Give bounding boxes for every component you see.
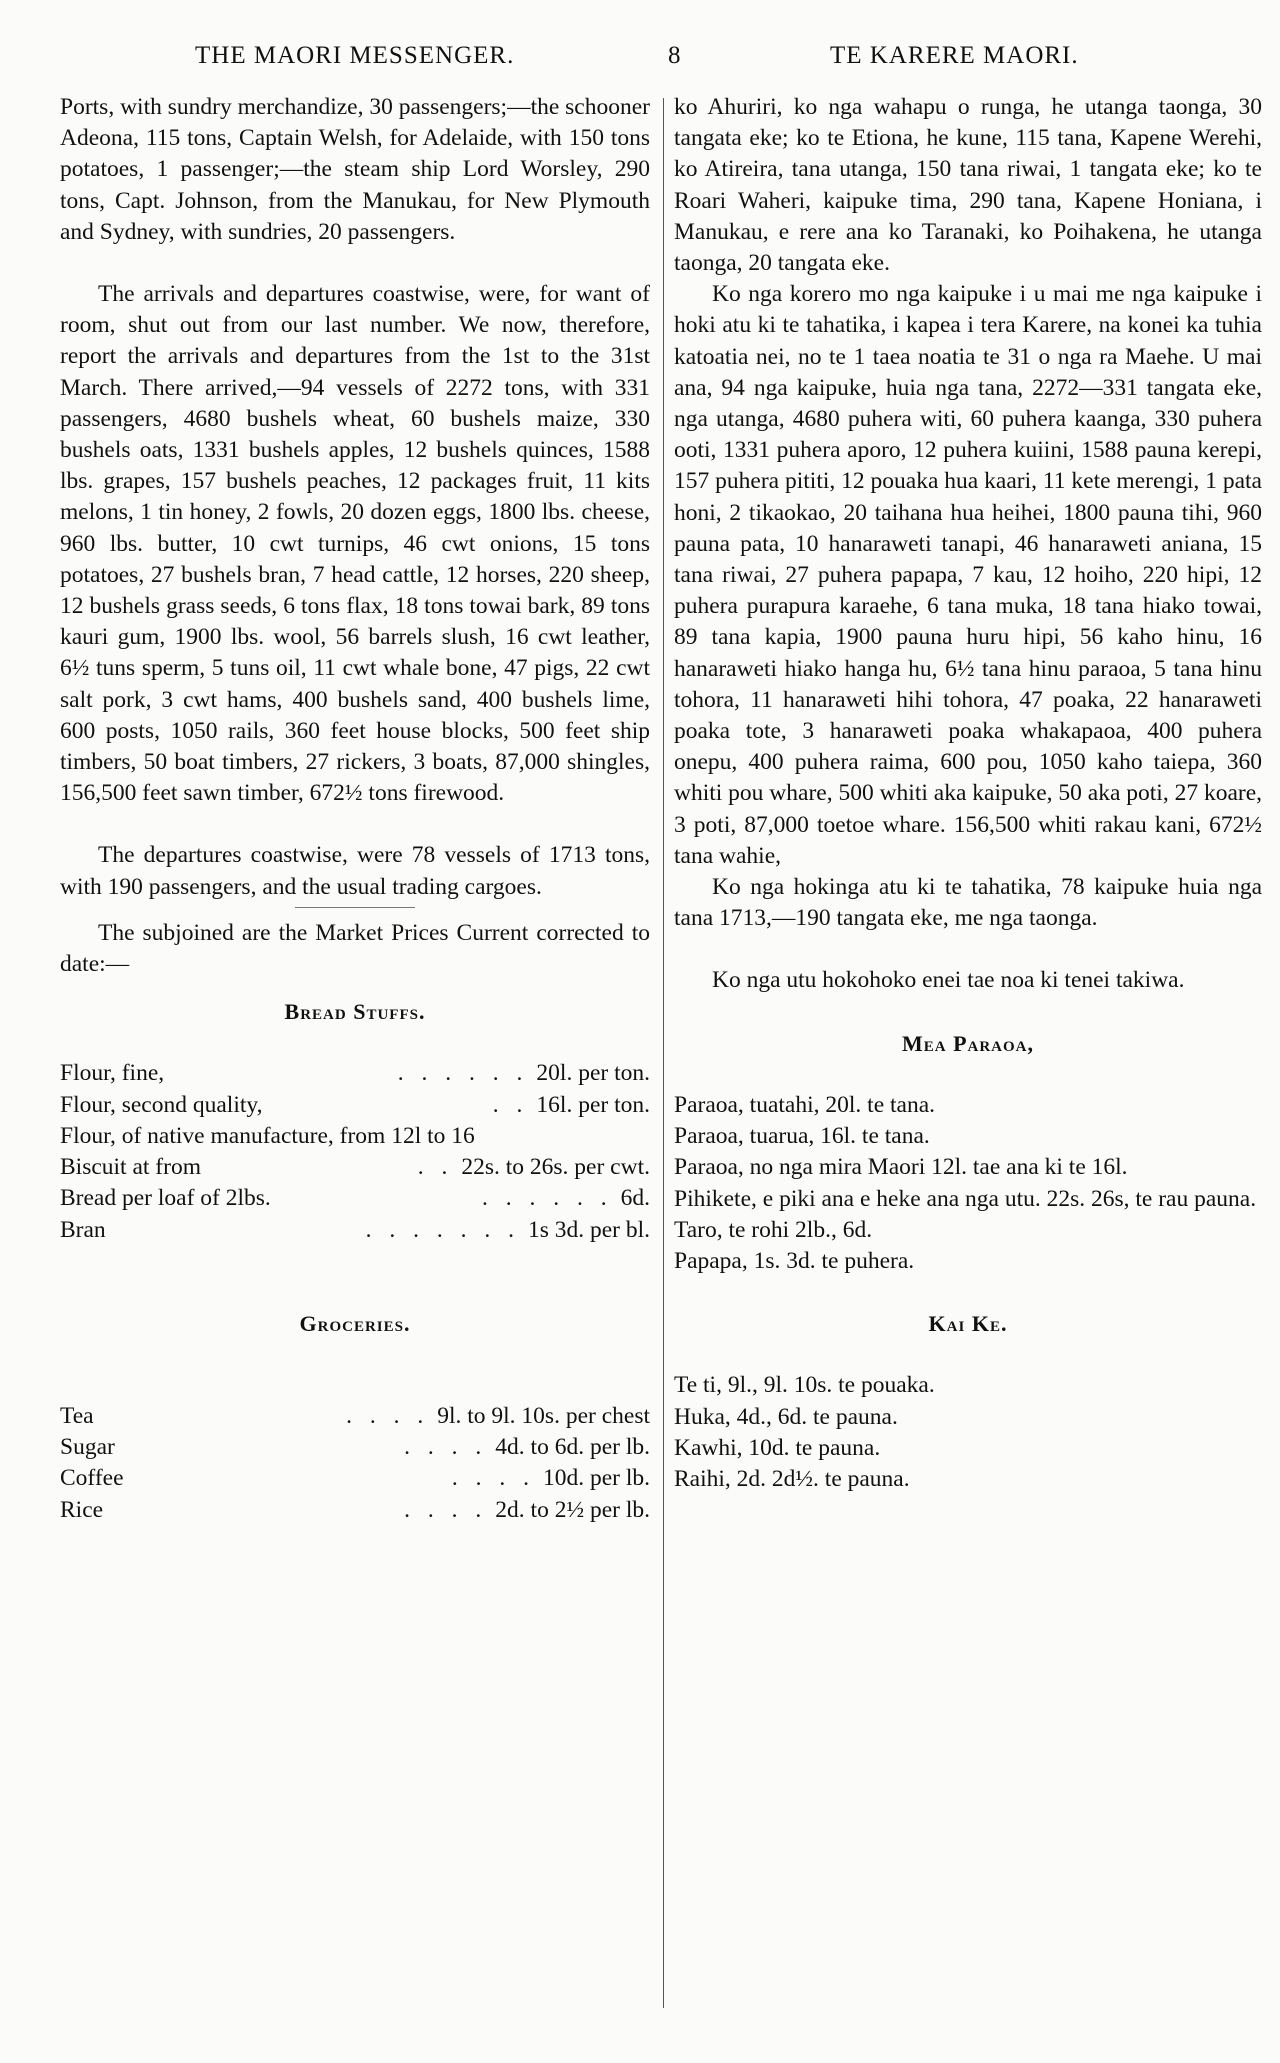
price-row: Tea . . . . 9l. to 9l. 10s. per chest — [60, 1402, 650, 1429]
price-line: Huka, 4d., 6d. te pauna. — [674, 1403, 898, 1430]
price-line: Paraoa, tuatahi, 20l. te tana. — [674, 1091, 936, 1118]
price-line: Kawhi, 10d. te pauna. — [674, 1434, 881, 1461]
english-column — [60, 92, 650, 1526]
price-line: Taro, te rohi 2lb., 6d. — [674, 1216, 873, 1243]
price-line: Paraoa, tuarua, 16l. te tana. — [674, 1123, 930, 1150]
maori-column — [674, 92, 1262, 1495]
price-row: Bread per loaf of 2lbs. . . . . . . 6d. — [60, 1185, 650, 1212]
shipping-paragraph-maori: ko Ahuriri, ko nga wahapu o runga, he utanga taonga, 30 tangata eke; ko te Etiona, he kune, 115 tana, Kapene Werehi, ko Atireira, tana utanga, 150 tana riwai, 1 tangata eke; ko te Roari Waheri, kaipuke tima, 290 tana, Kapene Honiana, i Manukau, e rere ana ko Taranaki, ko Poihakena, he utanga taonga, 20 tangata eke. — [674, 94, 1262, 277]
bread-stuffs-heading-maori: Mea Paraoa, — [901, 1030, 1035, 1056]
price-row: Bran . . . . . . . 1s 3d. per bl. — [60, 1216, 650, 1243]
bread-price-list-maori — [674, 1090, 1262, 1277]
page-header — [0, 42, 1280, 82]
maori-masthead: TE KARERE MAORI. — [830, 42, 1079, 69]
departures-paragraph-maori: Ko nga hokinga atu ki te tahatika, 78 kaipuke huia nga tana 1713,—190 tangata eke, me nga taonga. — [674, 874, 1262, 932]
price-row: Flour, fine, . . . . . . 20l. per ton. — [60, 1060, 650, 1087]
price-row: Flour, second quality, . . 16l. per ton. — [60, 1091, 650, 1118]
price-row: Flour, of native manufacture, from 12l to 16 — [60, 1122, 475, 1149]
shipping-paragraph: Ports, with sundry merchandize, 30 passengers;—the schooner Adeona, 115 tons, Captain Welsh, for Adelaide, with 150 tons potatoes, 1 passenger;—the steam ship Lord Worsley, 290 tons, Capt. Johnson, from the Manukau, for New Plymouth and Sydney, with sundries, 20 passengers. — [60, 94, 650, 245]
price-row: Rice . . . . 2d. to 2½ per lb. — [60, 1496, 650, 1523]
arrivals-paragraph-maori: Ko nga korero mo nga kaipuke i u mai me nga kaipuke i hoki atu ki te tahatika, i kapea i tera Karere, na konei ka tuhia katoatia nei, no te 1 taea noatia te 31 o nga ra Maehe. U mai ana, 94 nga kaipuke, huia nga tana, 2272—331 tangata eke, nga utanga, 4680 puhera witi, 60 puhera kaanga, 330 puhera ooti, 1331 puhera aporo, 12 puhera kuiini, 1588 pauna kerepi, 157 puhera pititi, 12 pouaka hua kaari, 11 kete merengi, 1 pata honi, 2 tikaokao, 20 taihana hua heihei, 1800 pauna tihi, 960 pauna pata, 10 hanaraweti tanapi, 46 hanaraweti aniana, 15 tana riwai, 27 puhera papapa, 7 kau, 12 hoiho, 220 hipi, 12 puhera purapura karaehe, 6 tana muka, 18 tana hiako towai, 89 tana kapia, 1900 pauna huru hipi, 56 kaho hinu, 16 hanaraweti hiako hanga hu, 6½ tana hinu paraoa, 5 tana hinu tohora, 11 hanaraweti hihi tohora, 47 poaka, 22 hanaraweti poaka tote, 3 hanaraweti poaka whakapaoa, 400 puhera onepu, 400 puhera raima, 600 pou, 1050 kaho taiepa, 360 whiti pou whare, 500 whiti aka kaipuke, 50 aka poti, 27 koare, 3 poti, 87,000 toetoe whare. 156,500 whiti rakau kani, 672½ tana wahie, — [674, 281, 1263, 869]
arrivals-paragraph: The arrivals and departures coastwise, were, for want of room, shut out from our last number. We now, therefore, report the arrivals and departures from the 1st to the 31st March. There arrived,—94 vessels of 2272 tons, with 331 passengers, 4680 bushels wheat, 60 bushels maize, 330 bushels oats, 1331 bushels apples, 12 bushels quinces, 1588 lbs. grapes, 157 bushels peaches, 12 packages fruit, 11 kits melons, 1 tin honey, 2 fowls, 20 dozen eggs, 1800 lbs. cheese, 960 lbs. butter, 10 cwt turnips, 46 cwt onions, 15 tons potatoes, 27 bushels bran, 7 head cattle, 12 horses, 220 sheep, 12 bushels grass seeds, 6 tons flax, 18 tons towai bark, 89 tons kauri gum, 1900 lbs. wool, 56 barrels slush, 16 cwt leather, 6½ tuns sperm, 5 tuns oil, 11 cwt whale bone, 47 pigs, 22 cwt salt pork, 3 cwt hams, 400 bushels sand, 400 bushels lime, 600 posts, 1050 rails, 360 feet house blocks, 500 feet ship timbers, 50 boat timbers, 27 rickers, 3 boats, 87,000 shingles, 156,500 feet sawn timber, 672½ tons firewood. — [60, 281, 650, 807]
price-line: Papapa, 1s. 3d. te puhera. — [674, 1247, 915, 1274]
market-intro: The subjoined are the Market Prices Current corrected to date:— — [60, 919, 650, 978]
price-line: Paraoa, no nga mira Maori 12l. tae ana ki te 16l. — [674, 1154, 1128, 1181]
price-row: Biscuit at from . . 22s. to 26s. per cwt. — [60, 1154, 650, 1181]
bread-stuffs-heading: Bread Stuffs. — [284, 999, 426, 1025]
groceries-price-list — [60, 1401, 650, 1526]
groceries-heading: Groceries. — [299, 1310, 411, 1336]
price-row: Coffee . . . . 10d. per lb. — [60, 1465, 650, 1492]
market-intro-maori: Ko nga utu hokohoko enei tae noa ki tenei takiwa. — [712, 967, 1185, 994]
departures-paragraph: The departures coastwise, were 78 vessels of 1713 tons, with 190 passengers, and the usual trading cargoes. — [60, 842, 650, 900]
price-line: Raihi, 2d. 2d½. te pauna. — [674, 1465, 910, 1492]
groceries-heading-maori: Kai Ke. — [928, 1311, 1008, 1337]
price-line: Te ti, 9l., 9l. 10s. te pouaka. — [674, 1372, 935, 1399]
column-divider — [663, 98, 664, 2008]
english-masthead: THE MAORI MESSENGER. — [195, 42, 515, 69]
page-number: 8 — [668, 42, 682, 69]
bread-price-list — [60, 1058, 650, 1245]
section-rule — [295, 907, 415, 908]
price-line: Pihikete, e piki ana e heke ana nga utu. 22s. 26s, te rau pauna. — [674, 1185, 1257, 1212]
price-row: Sugar . . . . 4d. to 6d. per lb. — [60, 1434, 650, 1461]
groceries-price-list-maori — [674, 1370, 1262, 1495]
